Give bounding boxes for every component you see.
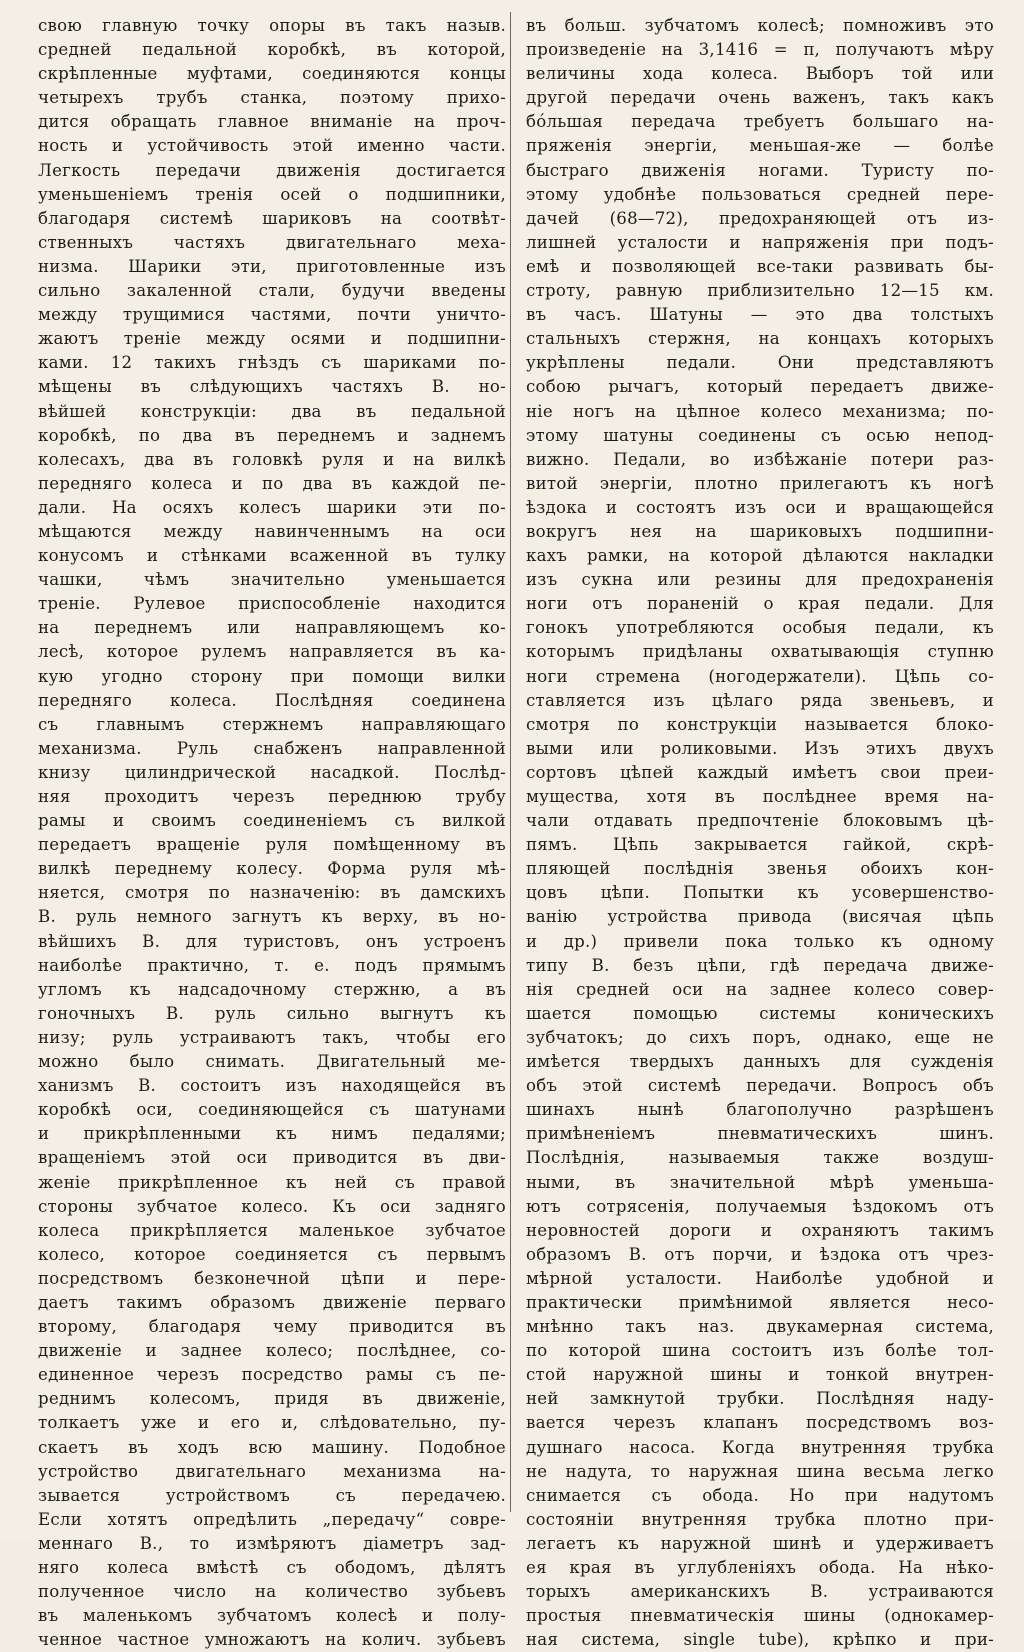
text-line: сильно закаленной стали, будучи введены	[38, 281, 506, 301]
text-line: уменьшеніемъ тренія осей о подшипники,	[38, 184, 506, 204]
text-line: механизма. Руль снабженъ направленной	[38, 738, 506, 758]
text-line: стальныхъ стержня, на концахъ которыхъ	[526, 329, 994, 349]
text-line: простыя пневматическія шины (однокамер-	[526, 1606, 994, 1626]
text-line: реднимъ колесомъ, придя въ движеніе,	[38, 1389, 506, 1409]
column-divider	[510, 12, 511, 1512]
text-line: быстраго движенія ногами. Туристу по-	[526, 160, 994, 180]
text-line: которымъ придѣланы охватывающія ступню	[526, 642, 994, 662]
text-line: даетъ такимъ образомъ движеніе перваго	[38, 1292, 506, 1312]
text-line: вижно. Педали, во избѣжаніе потери раз-	[526, 449, 994, 469]
text-line: ками. 12 такихъ гнѣздъ съ шариками по-	[38, 353, 506, 373]
text-line: няя проходитъ черезъ переднюю трубу	[38, 787, 506, 806]
text-line: движеніе и заднее колесо; послѣднее, со-	[38, 1341, 506, 1361]
text-line: зубчатокъ; до сихъ поръ, однако, еще не	[526, 1027, 994, 1047]
text-line: ней замкнутой трубки. Послѣдняя наду-	[526, 1389, 994, 1409]
text-line: собою рычагъ, который передаетъ движе-	[526, 377, 994, 397]
text-line: Если хотятъ опредѣлить „передачу“ совре-	[38, 1509, 506, 1529]
text-line: передаетъ вращеніе руля помѣщенному въ	[38, 835, 506, 855]
text-line: ность и устойчивость этой именно части.	[38, 136, 506, 156]
text-line: устройство двигательнаго механизма на-	[38, 1461, 506, 1481]
text-line: ственныхъ частяхъ двигательнаго меха-	[38, 232, 506, 252]
text-line: пямъ. Цѣпь закрывается гайкой, скрѣ-	[526, 835, 994, 855]
text-line: неровностей дороги и охраняютъ такимъ	[526, 1220, 994, 1240]
text-line: чашки, чѣмъ значительно уменьшается	[38, 570, 506, 590]
text-line: изъ сукна или резины для предохраненія	[526, 570, 994, 590]
text-line: по которой шина состоитъ изъ болѣе тол-	[526, 1341, 994, 1361]
text-line: пряженія энергіи, меньшая-же — болѣе	[526, 136, 994, 156]
text-line: гоночныхъ В. руль сильно выгнутъ къ	[38, 1003, 506, 1023]
text-line: въ маленькомъ зубчатомъ колесѣ и полу-	[38, 1606, 506, 1626]
text-line: конусомъ и стѣнками всаженной въ тулку	[38, 546, 506, 566]
text-line: на переднемъ или направляющемъ ко-	[38, 618, 506, 638]
text-line: колесахъ, два въ головкѣ руля и на вилкѣ	[38, 449, 506, 469]
text-line: передняго колеса и по два въ каждой пе-	[38, 473, 506, 493]
text-line: Послѣднія, называемыя также воздуш-	[526, 1148, 994, 1168]
text-line: Легкость передачи движенія достигается	[38, 160, 506, 180]
text-line: гонокъ употребляются особыя педали, къ	[526, 618, 994, 638]
text-line: наиболѣе практично, т. е. подъ прямымъ	[38, 955, 506, 975]
text-line: коробкѣ, по два въ переднемъ и заднемъ	[38, 425, 506, 445]
text-line: ніе ногъ на цѣпное колесо механизма; по-	[526, 401, 994, 421]
text-line: лишней усталости и напряженія при подъ-	[526, 232, 994, 252]
text-line: зывается устройствомъ съ передачею.	[38, 1485, 506, 1505]
text-line: снимается съ обода. Но при надутомъ	[526, 1485, 994, 1505]
text-line: рамы и своимъ соединеніемъ съ вилкой	[38, 811, 506, 831]
text-line: практически примѣнимой является несо-	[526, 1292, 994, 1312]
text-line: легаетъ къ наружной шинѣ и удерживаетъ	[526, 1533, 994, 1553]
text-line: между трущимися частями, почти уничто-	[38, 305, 506, 325]
text-line: четырехъ трубъ станка, поэтому прихо-	[38, 88, 506, 108]
text-line: скрѣпленные муфтами, соединяются концы	[38, 64, 506, 84]
text-line: вѣйшей конструкціи: два въ педальной	[38, 401, 506, 421]
text-line: няется, смотря по назначенію: въ дамскихъ	[38, 883, 506, 903]
text-line: въ больш. зубчатомъ колесѣ; помноживъ это	[526, 16, 994, 35]
text-line: торыхъ американскихъ В. устраиваются	[526, 1582, 994, 1602]
text-line: вилкѣ переднему колесу. Форма руля мѣ-	[38, 859, 506, 879]
right-text-column	[526, 14, 994, 1652]
text-line: ханизмъ В. состоитъ изъ находящейся въ	[38, 1076, 506, 1096]
text-line: строту, равную приблизительно 12—15 км.	[526, 281, 994, 301]
text-line: ставляется изъ цѣлаго ряда звеньевъ, и	[526, 690, 994, 710]
text-line: женіе прикрѣпленное къ ней съ правой	[38, 1172, 506, 1192]
text-line: посредствомъ безконечной цѣпи и пере-	[38, 1268, 506, 1288]
text-line: ея края въ углубленіяхъ обода. На нѣко-	[526, 1558, 994, 1577]
text-line: примѣненіемъ пневматическихъ шинъ.	[526, 1124, 994, 1144]
text-line: величины хода колеса. Выборъ той или	[526, 64, 994, 84]
text-line: кахъ рамки, на которой дѣлаются накладки	[526, 546, 994, 566]
text-line: дится обращать главное вниманіе на проч-	[38, 112, 506, 132]
text-line: вращеніемъ этой оси приводится въ дви-	[38, 1148, 506, 1168]
text-line: съ главнымъ стержнемъ направляющаго	[38, 714, 506, 734]
text-line: стороны зубчатое колесо. Къ оси задняго	[38, 1196, 506, 1216]
text-line: вается черезъ клапанъ посредствомъ воз-	[526, 1413, 994, 1433]
text-line: ченное частное умножаютъ на колич. зубьевъ	[38, 1630, 506, 1650]
text-line: мущества, хотя въ послѣднее время на-	[526, 787, 994, 806]
text-line: нія средней оси на заднее колесо совер-	[526, 979, 994, 999]
text-line: въ часъ. Шатуны — это два толстыхъ	[526, 305, 994, 325]
text-line: этому шатуны соединены съ осью непод-	[526, 425, 994, 445]
text-line: не надута, то наружная шина весьма легко	[526, 1461, 994, 1481]
text-line: свою главную точку опоры въ такъ назыв.	[38, 16, 506, 35]
text-line: шается помощью системы коническихъ	[526, 1003, 994, 1023]
text-line: выми или роликовыми. Изъ этихъ двухъ	[526, 738, 994, 758]
text-line: укрѣплены педали. Они представляютъ	[526, 353, 994, 373]
text-line: бóльшая передача требуетъ большаго на-	[526, 112, 994, 132]
text-line: второму, благодаря чему приводится въ	[38, 1317, 506, 1337]
text-line: можно было снимать. Двигательный ме-	[38, 1052, 506, 1072]
text-line: витой энергіи, плотно прилегаютъ къ ногѣ	[526, 473, 994, 493]
text-line: средней педальной коробкѣ, въ которой,	[38, 40, 506, 60]
text-line: ноги стремена (ногодержатели). Цѣпь со-	[526, 666, 994, 686]
text-line: толкаетъ уже и его и, слѣдовательно, пу-	[38, 1413, 506, 1433]
text-line: и прикрѣпленными къ нимъ педалями;	[38, 1124, 506, 1144]
text-line: другой передачи очень важенъ, такъ какъ	[526, 88, 994, 108]
text-line: стой наружной шины и тонкой внутрен-	[526, 1365, 994, 1385]
text-line: вокругъ нея на шариковыхъ подшипни-	[526, 521, 994, 541]
text-line: состояніи внутренняя трубка плотно при-	[526, 1509, 994, 1529]
text-line: мѣщены въ слѣдующихъ частяхъ В. но-	[38, 377, 506, 397]
text-line: меннаго В., то измѣряютъ діаметръ зад-	[38, 1533, 506, 1553]
text-line: емѣ и позволяющей все-таки развивать бы-	[526, 256, 994, 276]
text-line: объ этой системѣ передачи. Вопросъ объ	[526, 1076, 994, 1096]
text-line: мѣрной усталости. Наиболѣе удобной и	[526, 1268, 994, 1288]
text-line: мѣщаются между навинченнымъ на оси	[38, 521, 506, 541]
text-line: лесѣ, которое рулемъ направляется въ ка-	[38, 642, 506, 662]
text-line: сортовъ цѣпей каждый имѣетъ свои преи-	[526, 762, 994, 782]
text-line: низу; руль устраиваютъ такъ, чтобы его	[38, 1027, 506, 1047]
text-line: мнѣнно такъ наз. двукамерная система,	[526, 1317, 994, 1337]
text-line: душнаго насоса. Когда внутренняя трубка	[526, 1437, 994, 1457]
text-line: имѣется твердыхъ данныхъ для сужденія	[526, 1052, 994, 1072]
text-line: низма. Шарики эти, приготовленные изъ	[38, 256, 506, 276]
text-line: полученное число на количество зубьевъ	[38, 1582, 506, 1602]
text-line: дали. На осяхъ колесъ шарики эти по-	[38, 497, 506, 517]
text-line: передняго колеса. Послѣдняя соединена	[38, 690, 506, 710]
text-line: книзу цилиндрической насадкой. Послѣд-	[38, 762, 506, 782]
text-line: ѣздока и состоятъ изъ оси и вращающейся	[526, 497, 994, 517]
text-line: В. руль немного загнутъ къ верху, въ но-	[38, 907, 506, 927]
text-line: благодаря системѣ шариковъ на соотвѣт-	[38, 208, 506, 228]
text-line: скаетъ въ ходъ всю машину. Подобное	[38, 1437, 506, 1457]
text-line: ная система, single tube), крѣпко и при-	[526, 1630, 994, 1650]
text-line: вѣйшихъ В. для туристовъ, онъ устроенъ	[38, 931, 506, 951]
text-line: типу В. безъ цѣпи, гдѣ передача движе-	[526, 955, 994, 975]
text-line: дачей (68—72), предохраняющей отъ из-	[526, 208, 994, 228]
text-line: чали отдавать предпочтеніе блоковымъ цѣ-	[526, 811, 994, 831]
text-line: угломъ къ надсадочному стержню, а въ	[38, 979, 506, 999]
text-line: жаютъ треніе между осями и подшипни-	[38, 329, 506, 349]
text-line: образомъ В. отъ порчи, и ѣздока отъ чрез-	[526, 1244, 994, 1264]
text-line: цовъ цѣпи. Попытки къ усовершенство-	[526, 883, 994, 903]
text-line: смотря по конструкціи называется блоко-	[526, 714, 994, 734]
text-line: и др.) привели пока только къ одному	[526, 931, 994, 951]
text-line: кую угодно сторону при помощи вилки	[38, 666, 506, 686]
text-line: колеса прикрѣпляется маленькое зубчатое	[38, 1220, 506, 1240]
text-line: ными, въ значительной мѣрѣ уменьша-	[526, 1172, 994, 1192]
text-line: треніе. Рулевое приспособленіе находится	[38, 594, 506, 614]
text-line: этому удобнѣе пользоваться средней пере-	[526, 184, 994, 204]
text-line: ноги отъ пораненій о края педали. Для	[526, 594, 994, 614]
text-line: колесо, которое соединяется съ первымъ	[38, 1244, 506, 1264]
text-line: ютъ сотрясенія, получаемыя ѣздокомъ отъ	[526, 1196, 994, 1216]
text-line: единенное черезъ посредство рамы съ пе-	[38, 1365, 506, 1385]
text-line: няго колеса вмѣстѣ съ ободомъ, дѣлятъ	[38, 1558, 506, 1577]
text-line: ванію устройства привода (висячая цѣпь	[526, 907, 994, 927]
text-line: произведеніе на 3,1416 = π, получаютъ мѣру	[526, 40, 994, 60]
text-line: пляющей послѣднія звенья обоихъ кон-	[526, 859, 994, 879]
text-line: шинахъ нынѣ благополучно разрѣшенъ	[526, 1100, 994, 1120]
left-text-column	[38, 14, 506, 1652]
text-line: коробкѣ оси, соединяющейся съ шатунами	[38, 1100, 506, 1120]
